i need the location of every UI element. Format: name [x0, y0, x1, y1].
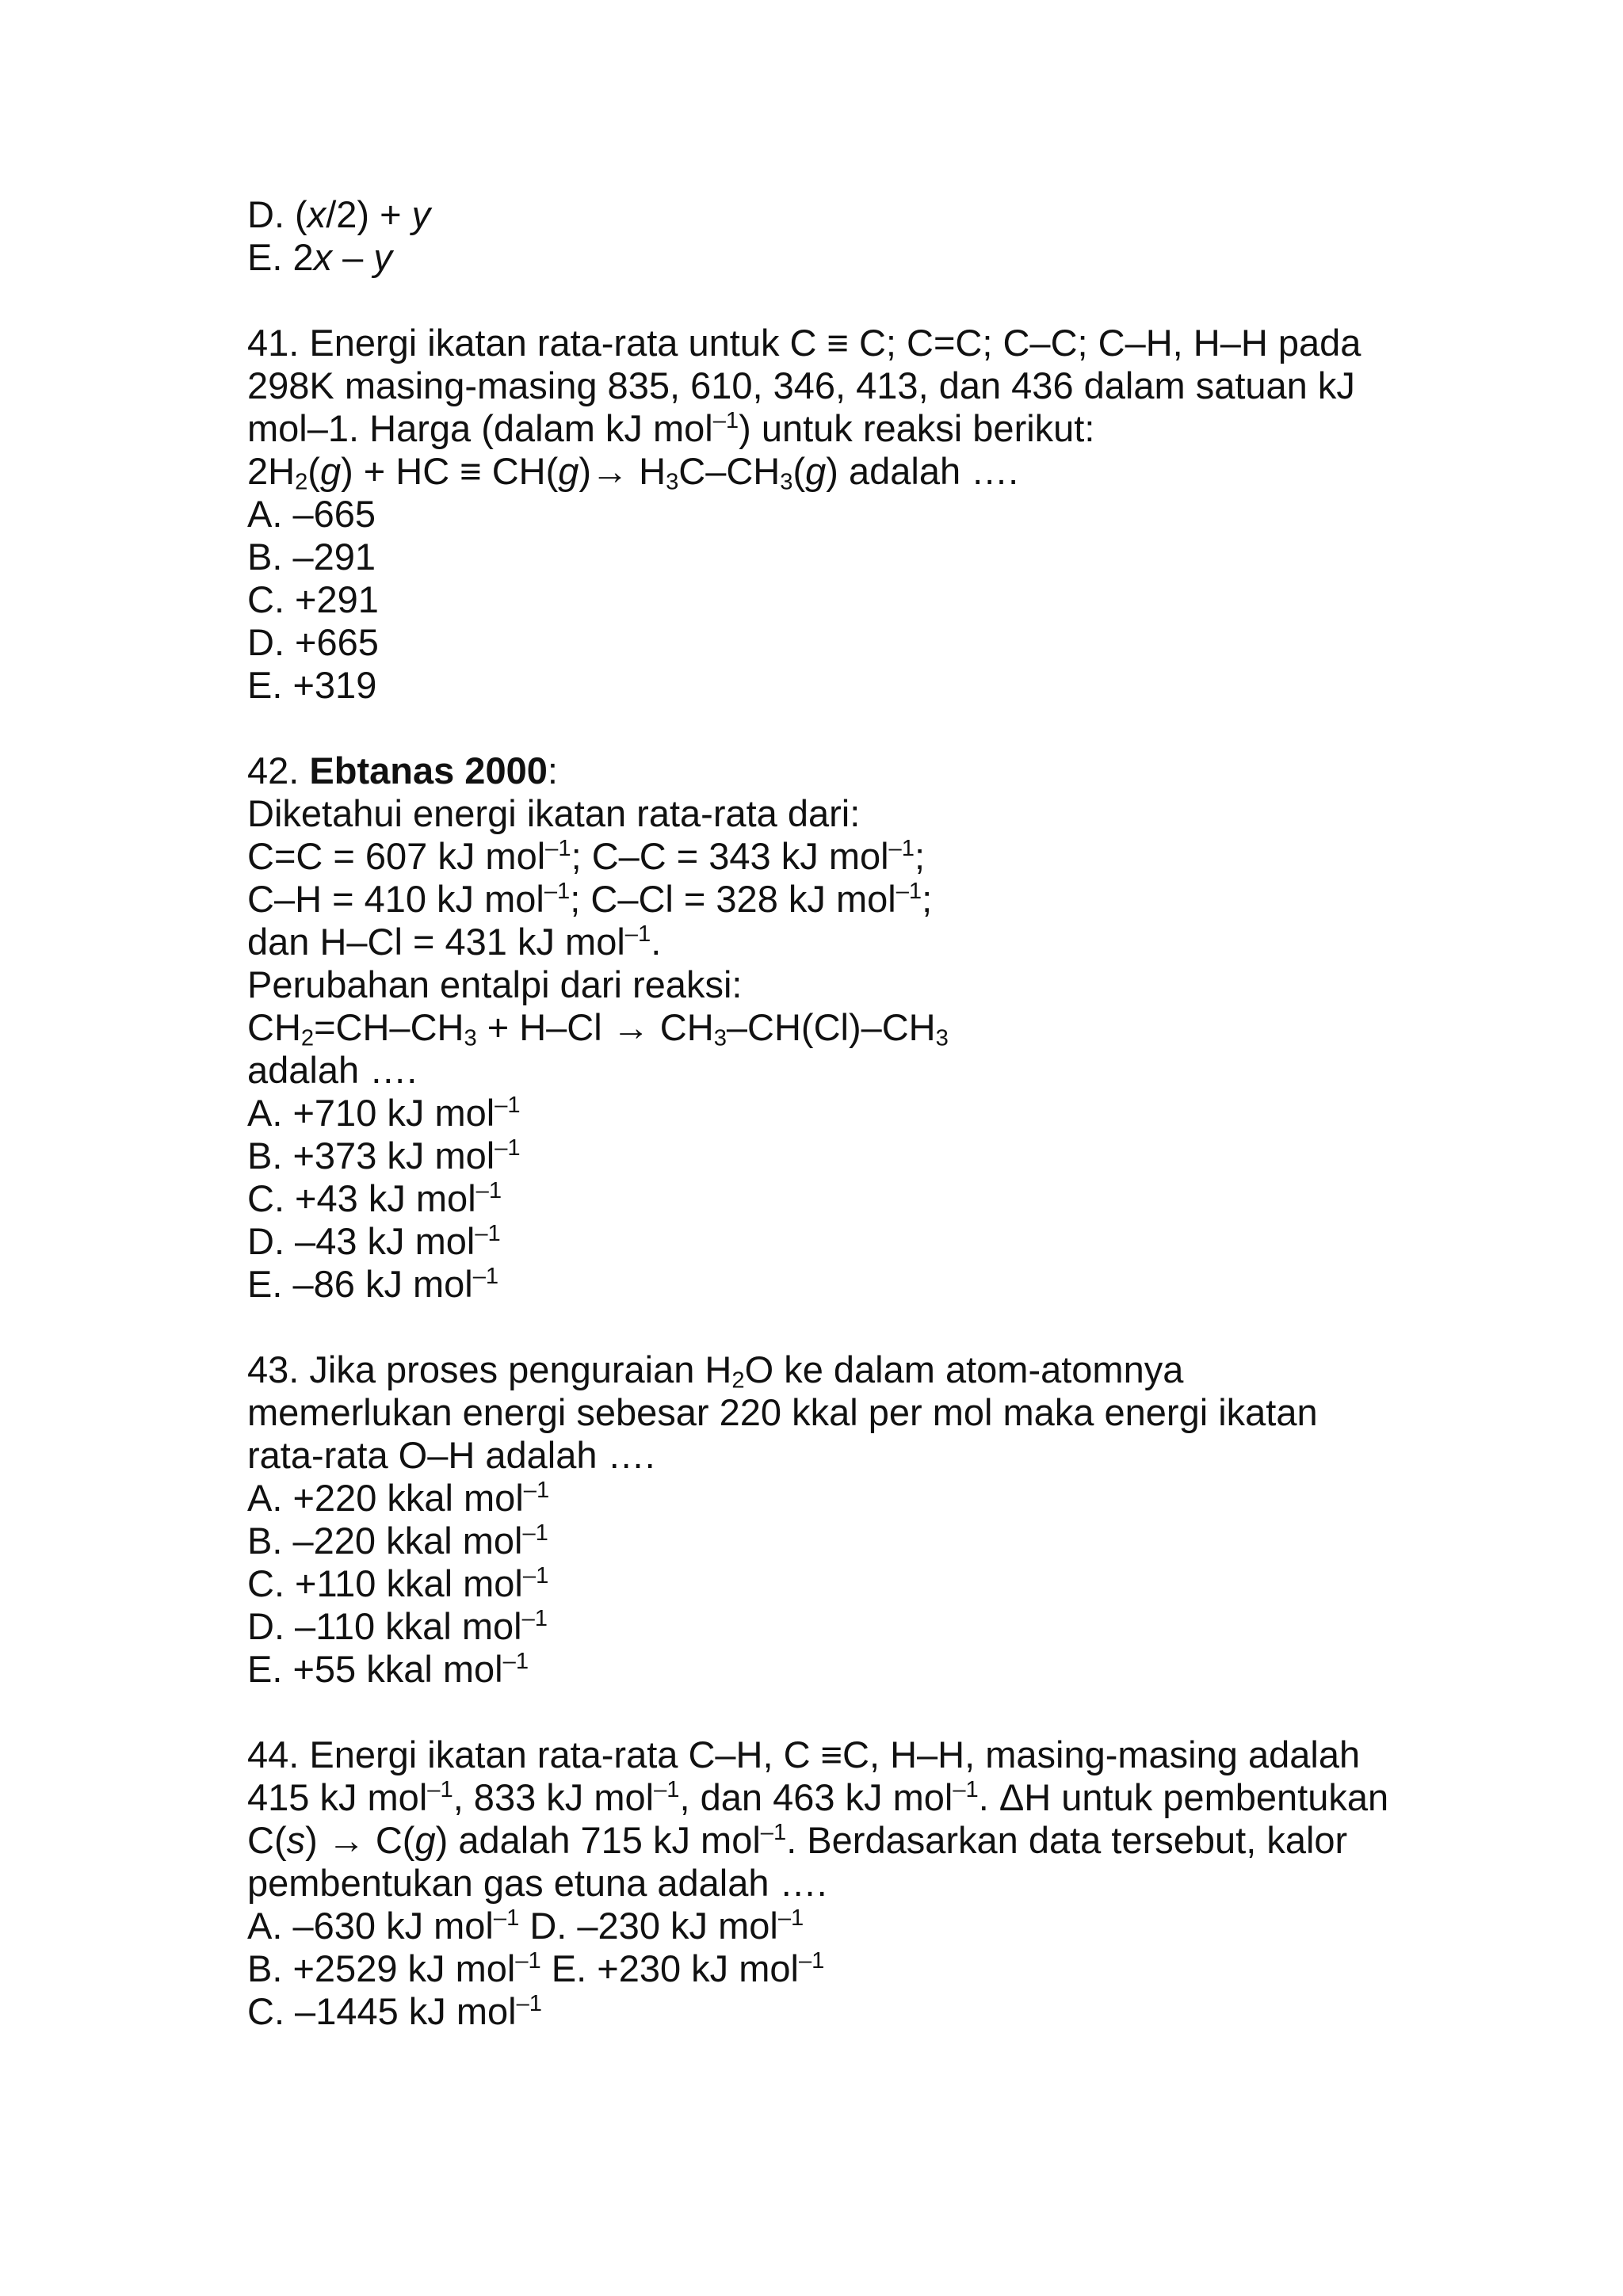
q44-text-line-4: pembentukan gas etuna adalah …. — [247, 1862, 827, 1904]
q42-option-c: C. +43 kJ mol$^{-1}$ — [247, 1177, 502, 1219]
q43-text-line-3: rata-rata O–H adalah …. — [247, 1434, 655, 1476]
question-41 — [247, 322, 1484, 707]
q41-option-c: C. +291 — [247, 578, 379, 620]
q43-option-b: B. –220 kkal mol$^{-1}$ — [247, 1520, 548, 1562]
question-44 — [247, 1733, 1484, 2033]
page-content — [247, 193, 1484, 2033]
prev-option-e: E. 2x – y — [247, 236, 392, 278]
q41-equation: $2H_2(g)$ + HC ≡ $CH(g)\to H_3C-CH_3(g)$ adalah …. — [247, 450, 1019, 495]
q42-intro: Diketahui energi ikatan rata-rata dari: — [247, 792, 861, 834]
q44-option-c: C. –1445 kJ mol$^{-1}$ — [247, 1990, 543, 2032]
q42-source: Ebtanas 2000 — [309, 749, 548, 791]
q44-text-line-1: 44. Energi ikatan rata-rata C–H, C ≡C, H–H, masing-masing adalah — [247, 1733, 1361, 1775]
q42-option-b: B. +373 kJ mol$^{-1}$ — [247, 1135, 521, 1177]
q42-question: Perubahan entalpi dari reaksi: — [247, 963, 743, 1005]
q42-data-row-1: C=C = 607 kJ mol$^{-1}$; C–C = 343 kJ mol$^{-1}$; — [247, 835, 926, 877]
q43-option-c: C. +110 kkal mol$^{-1}$ — [247, 1562, 549, 1604]
q42-heading: 42. Ebtanas 2000: — [247, 749, 558, 791]
q42-option-a: A. +710 kJ mol$^{-1}$ — [247, 1092, 521, 1134]
q41-option-a: A. –665 — [247, 493, 376, 535]
q42-data-row-3: dan H–Cl = 431 kJ mol$^{-1}$. — [247, 921, 662, 963]
q41-option-e: E. +319 — [247, 664, 377, 706]
q41-option-b: B. –291 — [247, 536, 376, 578]
q43-text-line-2: memerlukan energi sebesar 220 kkal per mol maka energi ikatan — [247, 1391, 1318, 1433]
q43-option-d: D. –110 kkal mol$^{-1}$ — [247, 1605, 548, 1647]
q43-option-a: A. +220 kkal mol$^{-1}$ — [247, 1477, 550, 1519]
q43-option-e: E. +55 kkal mol$^{-1}$ — [247, 1648, 529, 1690]
q44-options-a-d: A. –630 kJ mol$^{-1}$ D. –230 kJ mol$^{-1}$ — [247, 1905, 804, 1947]
q41-text-line-2: 298K masing-masing 835, 610, 346, 413, dan 436 dalam satuan kJ — [247, 364, 1355, 406]
q42-option-e: E. –86 kJ mol$^{-1}$ — [247, 1263, 499, 1305]
question-43 — [247, 1348, 1484, 1691]
q44-options-b-e: B. +2529 kJ mol$^{-1}$ E. +230 kJ mol$^{-1}$ — [247, 1947, 825, 1989]
prev-option-d: D. (x/2) + y — [247, 193, 431, 235]
q42-option-d: D. –43 kJ mol$^{-1}$ — [247, 1220, 501, 1262]
q41-option-d: D. +665 — [247, 621, 379, 663]
q44-text-line-2: 415 kJ mol$^{-1}$, 833 kJ mol$^{-1}$, dan 463 kJ mol$^{-1}$. ΔH untuk pembentukan — [247, 1776, 1389, 1818]
q41-text-line-1: 41. Energi ikatan rata-rata untuk C ≡ C; C=C; C–C; C–H, H–H pada — [247, 322, 1361, 364]
question-42 — [247, 749, 1484, 1306]
q44-text-line-3: C(s) → C(g) adalah 715 kJ mol$^{-1}$. Berdasarkan data tersebut, kalor — [247, 1819, 1348, 1861]
q41-text-line-3: mol–1. Harga (dalam kJ mol$^{-1}$) untuk reaksi berikut: — [247, 407, 1095, 449]
q42-data-row-2: C–H = 410 kJ mol$^{-1}$; C–Cl = 328 kJ mol$^{-1}$; — [247, 878, 933, 920]
q42-equation: $CH_2=CH-CH_3 + H-Cl \to CH_3-CH(Cl)-CH_3$ — [247, 1006, 949, 1051]
q43-text-line-1: 43. Jika proses penguraian $H_2O$ ke dalam atom-atomnya — [247, 1348, 1184, 1394]
q42-end: adalah …. — [247, 1049, 418, 1091]
